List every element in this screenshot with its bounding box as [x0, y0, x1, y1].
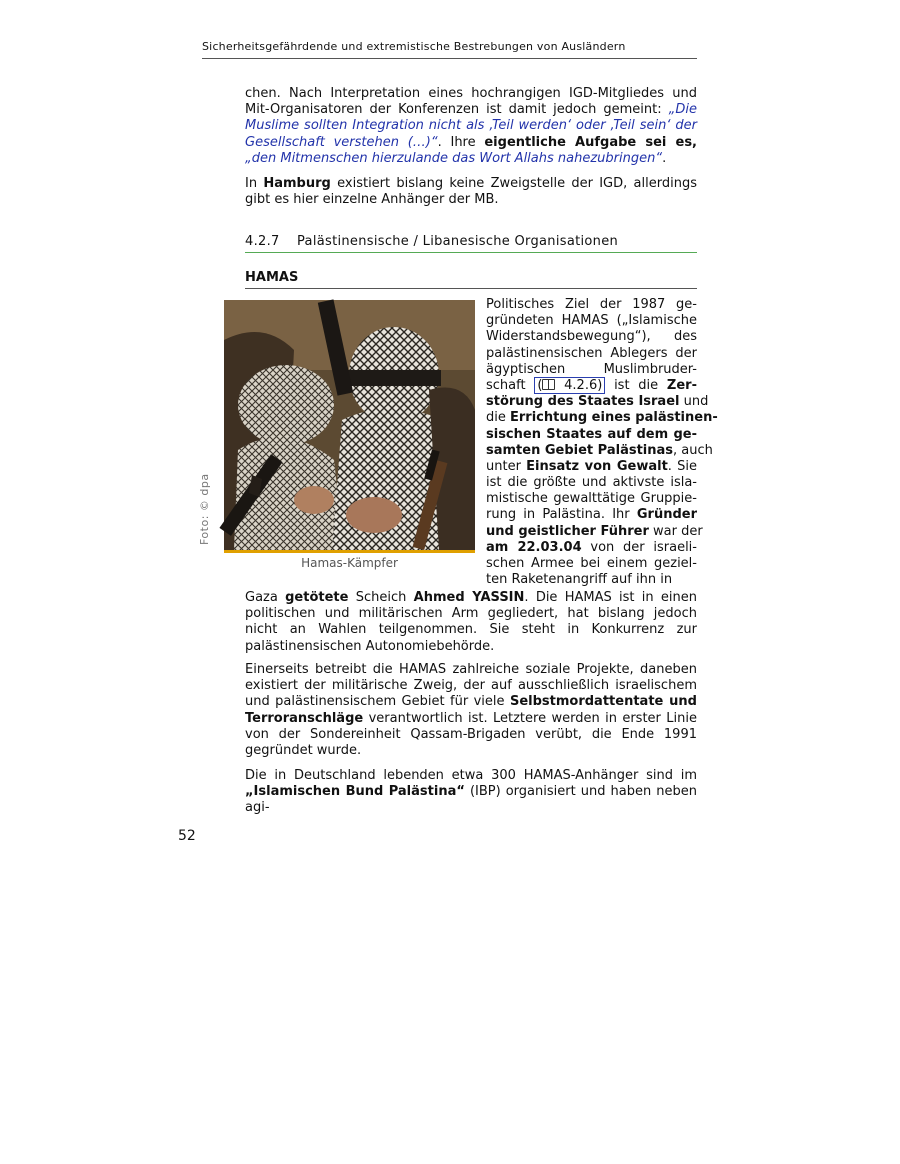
text-run: war der	[648, 523, 703, 539]
text-run: schen Armee bei einem geziel-	[486, 556, 697, 571]
text-run: unter	[486, 458, 527, 474]
text-run: .	[662, 150, 667, 166]
text-run: palästinensischen Ablegers der	[486, 345, 697, 361]
paragraph-hamas-goal	[486, 297, 718, 588]
section-heading	[245, 234, 697, 253]
text-run: Die in Deutschland lebenden etwa 300 HAMAS-Anhänger sind im	[245, 768, 697, 783]
paragraph-yassin	[245, 590, 697, 655]
text-run: verantwortlich ist. Letztere werden in erster Linie von der Sondereinheit Qassam-Brigaden verübt, die Ende 1991 gegründet wurde.	[245, 710, 697, 759]
text-line	[486, 394, 709, 410]
text-run: Widerstandsbewegung“), des	[486, 329, 697, 345]
paragraph-social-projects	[245, 662, 697, 759]
section-title: Palästinensische / Libanesische Organisationen	[297, 234, 619, 249]
bold-run: sischen Staates auf dem ge-	[486, 426, 697, 442]
text-line	[486, 572, 697, 588]
text-line	[486, 329, 697, 345]
bold-run: störung des Staates Israel	[486, 394, 680, 410]
bold-run: getötete	[285, 590, 349, 605]
cross-reference-link[interactable]: ( 4.2.6)	[534, 377, 605, 394]
text-line	[486, 523, 703, 540]
bold-run: samten Gebiet Palästinas	[486, 442, 674, 458]
quote-allah: „den Mitmenschen hierzulande das Wort Allahs nahezubringen“	[245, 150, 663, 166]
text-line	[486, 459, 697, 475]
text-run: mistische gewalttätige Gruppie-	[486, 491, 697, 507]
running-header: Sicherheitsgefährdende und extremistische Bestrebungen von Ausländern	[202, 40, 697, 59]
bold-run: Einsatz von Gewalt	[526, 458, 668, 474]
text-run: die	[486, 410, 510, 426]
section-number: 4.2.7	[245, 234, 280, 249]
text-line	[486, 475, 697, 491]
cross-reference-text: 4.2.6)	[555, 377, 603, 393]
text-run: Politisches Ziel der 1987 ge-	[486, 297, 697, 312]
text-line	[486, 507, 697, 523]
page-number: 52	[178, 828, 196, 844]
text-line	[486, 427, 697, 443]
photo-credit: Foto: © dpa	[198, 473, 211, 545]
quote-integration: „Die Muslime sollten Integration nicht als ‚Teil werden‘ oder ‚Teil sein‘ der Gesellschaft verstehen (…)“	[245, 102, 697, 150]
photo-hamas-fighters	[224, 300, 475, 553]
text-run: Gaza	[245, 590, 286, 605]
text-run: existiert bislang keine Zweigstelle der IGD, allerdings gibt es hier einzelne Anhänger der MB.	[245, 176, 697, 208]
text-run: chen. Nach Interpretation eines hochrangigen IGD-Mitgliedes und Mit-Organisatoren der Konferenzen ist damit jedoch gemeint:	[245, 86, 697, 118]
bold-run: Zer-	[666, 377, 697, 393]
paragraph-hamburg	[245, 176, 697, 208]
text-run: ägyptischen Muslimbruder-	[486, 361, 697, 377]
subheading-hamas: HAMAS	[245, 270, 697, 289]
text-run: ist die größte und aktivste isla-	[486, 475, 697, 491]
bold-run: Hamburg	[263, 176, 331, 191]
bold-run: und geistlicher Führer	[486, 523, 649, 539]
text-run: , auch	[673, 442, 713, 458]
text-run: . Ihre	[437, 134, 485, 150]
text-run: Einerseits betreibt die HAMAS zahlreiche soziale Projekte, daneben existiert der militärische Zweig, der auf ausschließlich israelischem und palästinensischem Gebiet für viele	[245, 662, 697, 710]
text-line	[486, 491, 697, 507]
text-run: von der israeli-	[581, 539, 697, 555]
text-run: . Sie	[667, 458, 697, 474]
photo-illustration	[224, 300, 475, 550]
book-icon	[542, 379, 555, 390]
text-run: rung in Palästina. Ihr	[486, 507, 637, 523]
bold-run: Gründer	[636, 507, 697, 523]
text-line	[486, 442, 713, 459]
text-run: (IBP) organisiert und haben neben agi-	[245, 784, 697, 816]
paragraph-igd	[245, 86, 697, 167]
text-line	[486, 297, 697, 313]
text-run: gründeten HAMAS („Islamische	[486, 313, 697, 329]
text-run: und	[679, 394, 709, 410]
text-line	[486, 313, 697, 329]
photo-caption: Hamas-Kämpfer	[301, 556, 398, 570]
text-line	[486, 362, 697, 378]
bold-run: am 22.03.04	[486, 539, 582, 555]
text-run: schaft	[486, 377, 535, 393]
bold-run: „Islamischen Bund Palästina“	[245, 784, 465, 800]
text-line	[486, 556, 697, 572]
bold-run: eigentliche Aufgabe sei es,	[484, 134, 697, 150]
bold-run: Ahmed YASSIN	[413, 590, 525, 605]
text-line	[486, 540, 697, 556]
text-run: Scheich	[348, 590, 414, 605]
text-line	[486, 346, 697, 362]
text-run: ist die	[605, 377, 667, 393]
text-run: ten Raketenangriff auf ihn in	[486, 572, 673, 588]
text-run: In	[245, 176, 264, 191]
text-line	[486, 410, 718, 426]
bold-run: Errichtung eines palästinen-	[510, 410, 718, 426]
text-line	[486, 378, 697, 394]
text-run: . Die HAMAS ist in einen politischen und militärischen Arm gegliedert, hat bislang jedoch nicht an Wahlen teilgenommen. Sie steht in Konkurrenz zur palästinensischen Autonomiebehörde.	[245, 590, 697, 654]
paragraph-ibp	[245, 768, 697, 817]
bold-run: Selbstmordattentate und Terroranschläge	[245, 694, 697, 726]
